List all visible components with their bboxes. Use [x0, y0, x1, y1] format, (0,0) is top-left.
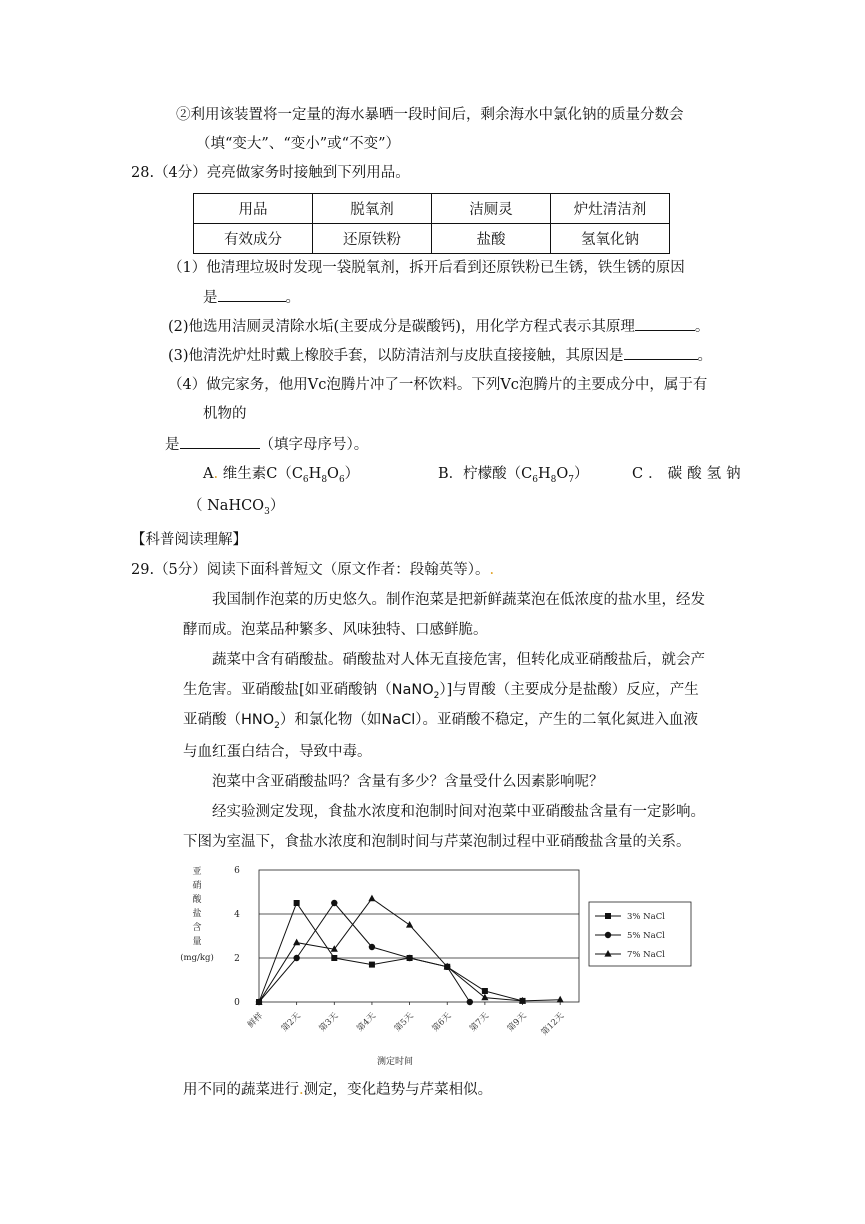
y-axis-label-char: 亚	[192, 867, 202, 877]
formula-sub: 6	[532, 474, 538, 485]
table-cell: 炉灶清洁剂	[551, 194, 670, 224]
formula-part: HNO	[241, 712, 275, 728]
data-point-square	[482, 988, 488, 994]
x-tick-label: 第5天	[392, 1011, 416, 1034]
text: ）。亚硝酸不稳定，产生的二氧化氮进入血液	[415, 712, 699, 728]
data-point-triangle	[406, 921, 413, 928]
x-tick-label: 第7天	[468, 1011, 492, 1034]
data-point-square	[369, 962, 375, 968]
q28-p1-line2	[203, 287, 300, 308]
q28-p4-line1: （4）做完家务，他用Vc泡腾片冲了一杯饮料。下列Vc泡腾片的主要成分中，属于有	[168, 377, 708, 393]
y-axis-unit: (mg/kg)	[180, 953, 214, 963]
text: 亚硝酸（	[183, 712, 241, 728]
para1-line1: 我国制作泡菜的历史悠久。制作泡菜是把新鲜蔬菜泡在低浓度的盐水里，经发	[212, 592, 705, 608]
x-tick-label: 第2天	[279, 1011, 303, 1034]
x-axis-label: 测定时间	[376, 1057, 414, 1067]
legend-label: 5% NaCl	[627, 931, 665, 941]
y-tick-label: 2	[234, 954, 240, 964]
answer-blank[interactable]	[635, 316, 695, 331]
y-axis-label-char: 硝	[192, 881, 202, 891]
y-axis-label-char: 盐	[192, 909, 202, 919]
table-cell: 有效成分	[194, 224, 313, 254]
text: 测定，变化趋势与芹菜相似。	[303, 1082, 493, 1098]
formula-sub: 2	[433, 690, 440, 701]
para1-line2: 酵而成。泡菜品种繁多、风味独特、口感鲜脆。	[183, 622, 488, 638]
dot-mark: .	[213, 466, 219, 482]
data-point-circle	[406, 955, 412, 961]
text: ）	[344, 466, 360, 482]
data-point-triangle	[368, 895, 375, 902]
para3: 泡菜中含亚硝酸盐吗？含量有多少？含量受什么因素影响呢？	[212, 774, 604, 790]
formula-part: （ NaHCO	[188, 498, 265, 514]
formula-part: NaNO	[391, 682, 434, 698]
para2-line3	[183, 710, 698, 736]
x-tick-label: 第4天	[355, 1011, 379, 1034]
series-circle	[256, 900, 473, 1005]
q29-number: 29.	[131, 562, 155, 578]
option-letter: A	[203, 466, 214, 482]
table-cell: 盐酸	[432, 224, 551, 254]
data-point-circle	[331, 900, 337, 906]
q28-p1-line1: （1）他清理垃圾时发现一袋脱氧剂，拆开后看到还原铁粉已生锈，铁生锈的原因	[168, 260, 685, 276]
formula-sub: 6	[302, 474, 309, 485]
section-title: 【科普阅读理解】	[131, 532, 247, 548]
y-axis-label-char: 量	[192, 937, 202, 947]
para2-line1: 蔬菜中含有硝酸盐。硝酸盐对人体无直接危害，但转化成亚硝酸盐后，就会产	[212, 652, 705, 668]
table-row	[194, 224, 670, 254]
option-name: B．柠檬酸（	[438, 466, 522, 482]
formula-sub: 3	[264, 506, 270, 517]
dot-mark: .	[489, 562, 495, 578]
q29-intro: （5分）阅读下面科普短文（原文作者：段翰英等）。	[154, 562, 490, 578]
answer-blank[interactable]	[218, 287, 286, 302]
option-a[interactable]	[203, 464, 359, 490]
after-chart-line	[183, 1080, 492, 1100]
q28-p3	[168, 345, 712, 366]
data-point-triangle	[481, 994, 488, 1001]
formula-part: O	[327, 466, 339, 482]
option-b[interactable]	[438, 464, 589, 490]
q28-p2	[168, 316, 709, 337]
formula-part: H	[538, 466, 551, 482]
formula-sub: 8	[550, 474, 557, 485]
data-point-triangle	[293, 939, 300, 946]
formula-sub: 2	[274, 720, 280, 731]
option-name: 维生素C（	[222, 466, 292, 482]
text: 用不同的蔬菜进行	[183, 1082, 299, 1098]
text: 生危害。亚硝酸盐[如亚硝酸钠（	[183, 682, 392, 698]
x-tick-label: 第6天	[430, 1011, 454, 1034]
formula-part: H	[308, 466, 322, 482]
formula-part: O	[556, 466, 569, 482]
data-point-circle	[293, 955, 299, 961]
q27-part2-line2: （填“变大”、“变小”或“不变”）	[196, 136, 400, 152]
table-cell: 还原铁粉	[313, 224, 432, 254]
q28-number: 28.	[131, 165, 155, 181]
text: ）	[269, 498, 285, 514]
legend-label: 3% NaCl	[627, 912, 665, 922]
q27-part2-line1: ②利用该装置将一定量的海水暴晒一段时间后，剩余海水中氯化钠的质量分数会	[176, 107, 684, 123]
y-axis-label-char: 酸	[192, 895, 202, 905]
q28-intro: （4分）亮亮做家务时接触到下列用品。	[154, 165, 410, 181]
text: 。	[697, 348, 713, 364]
table-cell: 洁厕灵	[432, 194, 551, 224]
text: ）	[574, 466, 589, 482]
data-point-square	[605, 913, 611, 919]
data-point-circle	[605, 932, 611, 938]
y-axis-ticks	[234, 866, 240, 1008]
text: 是	[165, 437, 180, 453]
answer-blank[interactable]	[180, 434, 260, 449]
formula-part: C	[521, 466, 533, 482]
y-tick-label: 6	[234, 866, 240, 876]
chart-legend	[589, 902, 691, 966]
text: (3)他清洗炉灶时戴上橡胶手套，以防清洁剂与皮肤直接接触，其原因是	[168, 348, 624, 364]
text: 。	[285, 290, 300, 306]
q28-p4-line3	[165, 434, 368, 455]
x-tick-label: 第3天	[317, 1011, 341, 1034]
q28-p4-line2: 机物的	[203, 406, 247, 422]
table-cell: 脱氧剂	[313, 194, 432, 224]
table-cell: 用品	[194, 194, 313, 224]
nitrite-content-chart	[175, 858, 705, 1068]
q28-heading	[131, 163, 410, 183]
x-tick-label: 第9天	[505, 1011, 529, 1034]
formula-sub: 7	[568, 474, 575, 485]
answer-blank[interactable]	[624, 345, 698, 360]
chart-series	[255, 895, 563, 1006]
text: ）]与胃酸（主要成分是盐酸）反应，产生	[439, 682, 699, 698]
formula-part: NaCl	[381, 712, 416, 728]
y-axis-label-char: 含	[192, 923, 202, 933]
data-point-square	[331, 955, 337, 961]
household-items-table	[193, 193, 670, 254]
x-tick-label: 第12天	[539, 1011, 567, 1038]
y-axis-label	[180, 866, 214, 963]
formula-part: C	[291, 466, 303, 482]
text: （填字母序号）。	[259, 437, 369, 453]
data-point-circle	[369, 944, 375, 950]
para2-line2	[183, 680, 699, 706]
data-point-circle	[467, 999, 473, 1005]
data-point-triangle	[557, 996, 564, 1003]
x-axis-ticks	[245, 1002, 566, 1038]
text: 。	[694, 319, 710, 335]
dot-mark: .	[299, 1082, 304, 1098]
x-tick-label: 鲜样	[246, 1011, 266, 1031]
y-tick-label: 0	[234, 998, 240, 1008]
para2-line4: 与血红蛋白结合，导致中毒。	[183, 744, 372, 760]
para4-line1: 经实验测定发现，食盐水浓度和泡制时间对泡菜中亚硝酸盐含量有一定影响。	[212, 804, 705, 820]
text: 是	[203, 290, 218, 306]
table-cell: 氢氧化钠	[551, 224, 670, 254]
text: ）和氯化物（如	[279, 712, 382, 728]
table-row	[194, 194, 670, 224]
para4-line2: 下图为室温下，食盐水浓度和泡制时间与芹菜泡制过程中亚硝酸盐含量的关系。	[183, 834, 691, 850]
y-tick-label: 4	[234, 910, 240, 920]
formula-sub: 8	[321, 474, 328, 485]
text: (2)他选用洁厕灵清除水垢(主要成分是碳酸钙)，用化学方程式表示其原理	[168, 319, 635, 335]
option-c[interactable]: C．碳酸氢钠	[632, 466, 746, 482]
data-point-square	[294, 900, 300, 906]
legend-label: 7% NaCl	[627, 950, 665, 960]
q29-heading	[131, 560, 494, 580]
option-c-formula	[188, 496, 284, 522]
formula-sub: 6	[338, 474, 345, 485]
